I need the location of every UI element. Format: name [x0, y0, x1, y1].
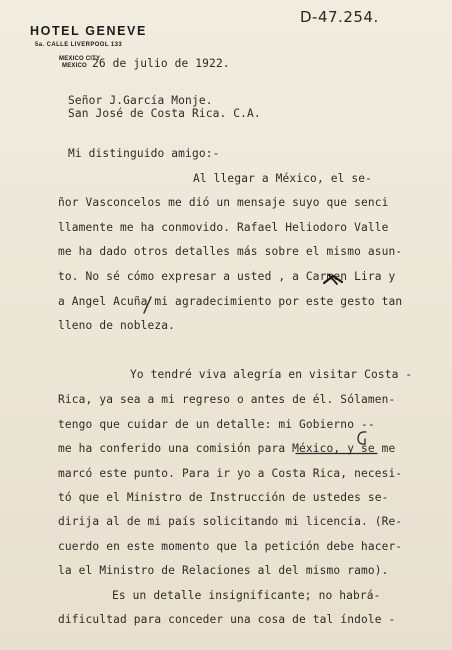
paragraph1-line: llamente me ha conmovido. Rafael Heliodoro Valle	[58, 221, 389, 234]
document-reference-number: D-47.254.	[300, 8, 379, 26]
paragraph2-line: dirija al de mi país solicitando mi licencia. (Re-	[58, 515, 403, 528]
paragraph2-line: Yo tendré viva alegría en visitar Costa -	[130, 368, 413, 381]
letter-date: 26 de julio de 1922.	[92, 57, 230, 70]
paragraph2-line: me ha conferido una comisión para México, y se me	[58, 442, 396, 455]
paragraph1-line: ñor Vasconcelos me dió un mensaje suyo que senci	[58, 196, 389, 209]
handwritten-strike-mark	[323, 273, 343, 286]
handwritten-underline	[295, 452, 378, 455]
paragraph1-line: a Angel Acuña mi agradecimiento por este gesto tan	[58, 295, 403, 308]
paragraph3-line: Es un detalle insignificante; no habrá-	[112, 589, 381, 602]
paragraph2-line: tengo que cuidar de un detalle: mi Gobierno --	[58, 418, 375, 431]
paragraph2-line: Rica, ya sea a mi regreso o antes de él. Sólamen-	[58, 393, 396, 406]
letterhead-city: MEXICO CITY	[59, 56, 101, 62]
handwritten-slash-mark	[143, 296, 152, 314]
paragraph2-line: tó que el Ministro de Instrucción de ustedes se-	[58, 491, 389, 504]
paragraph1-line: me ha dado otros detalles más sobre el mismo asun-	[58, 245, 403, 258]
recipient-location: San José de Costa Rica. C.A.	[68, 107, 261, 120]
paragraph2-line: marcó este punto. Para ir yo a Costa Rica, necesi-	[58, 467, 403, 480]
paragraph1-line: to. No sé cómo expresar a usted , a Carmen Lira y	[58, 270, 396, 283]
paragraph1-line: Al llegar a México, el se-	[193, 172, 373, 185]
letterhead-country: MEXICO	[62, 63, 87, 69]
letterhead-hotel-name: HOTEL GENEVE	[30, 24, 147, 38]
handwritten-correction-mark	[356, 430, 368, 446]
paragraph2-line: cuerdo en este momento que la petición debe hacer-	[58, 540, 403, 553]
paragraph2-line: la el Ministro de Relaciones al del mismo ramo).	[58, 564, 389, 577]
paragraph1-line: lleno de nobleza.	[58, 319, 176, 332]
letterhead-address: 5a. CALLE LIVERPOOL 133	[35, 42, 123, 48]
salutation: Mi distinguido amigo:-	[68, 147, 220, 160]
recipient-name: Señor J.García Monje.	[68, 94, 213, 107]
paragraph3-line: dificultad para conceder una cosa de tal índole -	[58, 613, 396, 626]
